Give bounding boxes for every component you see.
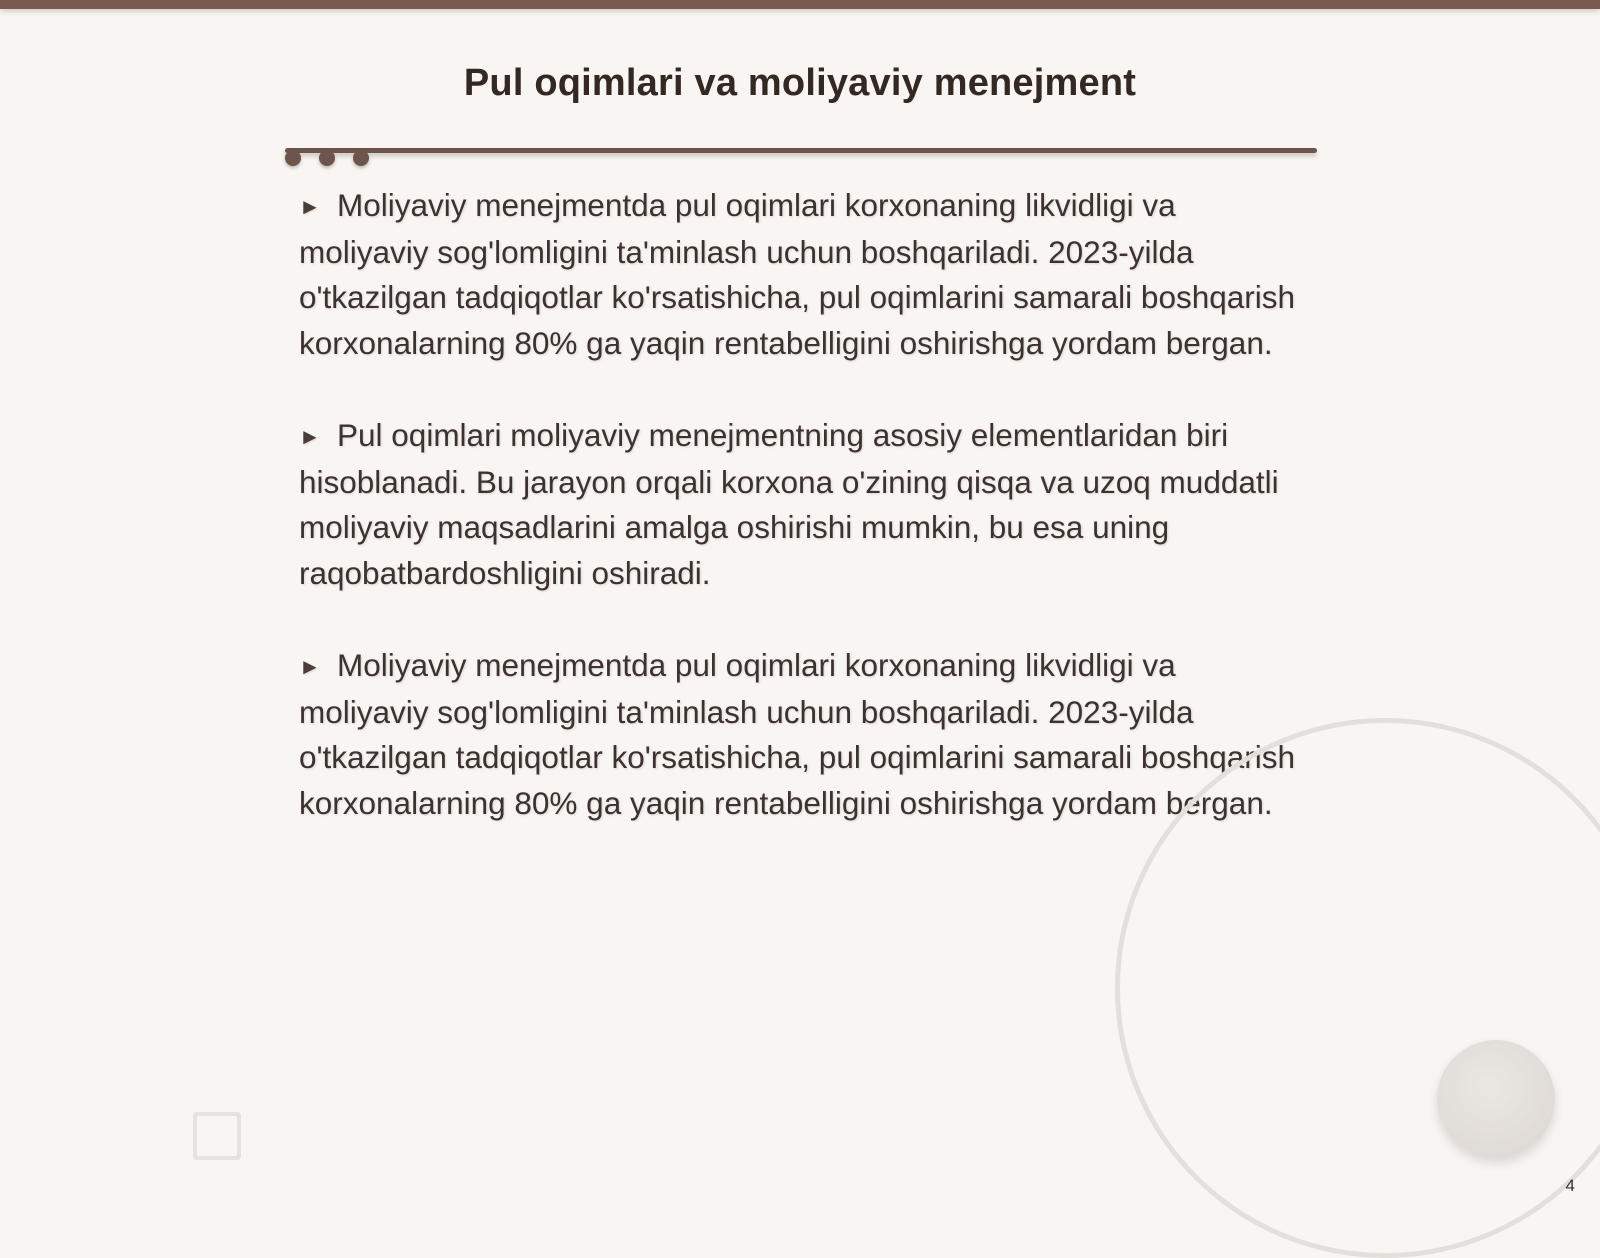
bullet-arrow-icon: ►	[299, 424, 321, 449]
paragraph-text: Moliyaviy menejmentda pul oqimlari korxonaning likvidligi va moliyaviy sog'lomligini ta'minlash uchun boshqariladi. 2023-yilda o'tkazilgan tadqiqotlar ko'rsatishicha, pul oqimlarini samarali boshqarish korxonalarning 80% ga yaqin rentabelligini oshirishga yordam bergan.	[299, 187, 1296, 361]
divider-dot	[353, 150, 369, 166]
slide-title: Pul oqimlari va moliyaviy menejment	[463, 62, 1137, 104]
top-accent-bar	[0, 0, 1600, 9]
decorative-disc	[1437, 1040, 1555, 1158]
page-number: 4	[1565, 1176, 1575, 1195]
bullet-paragraph	[299, 643, 1299, 826]
paragraph-text: Moliyaviy menejmentda pul oqimlari korxonaning likvidligi va moliyaviy sog'lomligini ta'minlash uchun boshqariladi. 2023-yilda o'tkazilgan tadqiqotlar ko'rsatishicha, pul oqimlarini samarali boshqarish korxonalarning 80% ga yaqin rentabelligini oshirishga yordam bergan.	[299, 647, 1296, 821]
slide-body	[299, 183, 1299, 873]
decorative-square	[193, 1112, 241, 1160]
paragraph-text: Pul oqimlari moliyaviy menejmentning asosiy elementlaridan biri hisoblanadi. Bu jarayon orqali korxona o'zining qisqa va uzoq muddatli moliyaviy maqsadlarini amalga oshirishi mumkin, bu esa uning raqobatbardoshligini oshiradi.	[299, 417, 1279, 591]
bullet-arrow-icon: ►	[299, 654, 321, 679]
bullet-paragraph	[299, 183, 1299, 366]
divider-dot	[285, 150, 301, 166]
bullet-paragraph	[299, 413, 1299, 596]
divider-dot	[319, 150, 335, 166]
bullet-arrow-icon: ►	[299, 194, 321, 219]
title-divider	[285, 148, 1317, 153]
